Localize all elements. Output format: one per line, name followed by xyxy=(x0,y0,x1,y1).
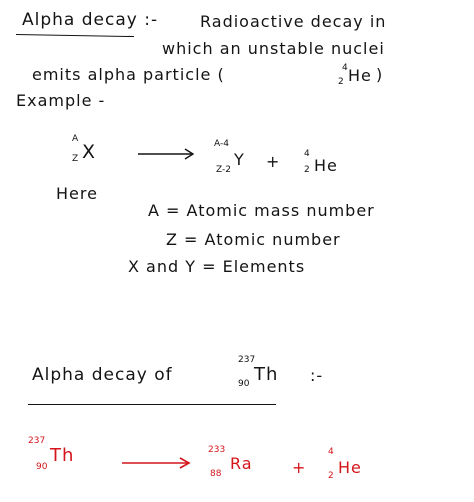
section1-heading-underline xyxy=(16,34,134,37)
product2-atomic-number: 2 xyxy=(304,165,310,175)
helium-symbol: He xyxy=(338,458,362,477)
helium-mass-number: 4 xyxy=(328,447,334,457)
example-label: Example - xyxy=(16,91,106,110)
definition-atomic-number: Z = Atomic number xyxy=(166,230,341,249)
example-reactant xyxy=(70,135,110,169)
example-product-1 xyxy=(210,140,260,178)
thorium-mass-number: 237 xyxy=(28,436,46,446)
alpha-mass-number: 4 xyxy=(342,63,348,73)
definition-mass-number: A = Atomic mass number xyxy=(148,201,375,220)
alpha-particle-symbol xyxy=(338,62,380,88)
example-product-2 xyxy=(302,148,346,182)
reactant-atomic-number: Z xyxy=(72,154,79,164)
definition-close-paren: ) xyxy=(376,65,384,84)
example-reaction-arrow xyxy=(136,147,196,161)
radium-atomic-number: 88 xyxy=(210,469,222,479)
thorium-symbol: Th xyxy=(50,445,75,466)
section1-heading: Alpha decay :- xyxy=(22,10,159,30)
definition-line-1: Radioactive decay in xyxy=(200,12,387,31)
example-plus-sign: + xyxy=(266,152,281,171)
product1-mass-number: A-4 xyxy=(214,139,229,149)
product1-atomic-number: Z-2 xyxy=(216,165,231,175)
product2-mass-number: 4 xyxy=(304,149,310,159)
product1-symbol: Y xyxy=(234,150,245,169)
thorium-reaction-arrow xyxy=(120,456,192,470)
heading-thorium-mass-number: 237 xyxy=(238,355,256,365)
radium-symbol: Ra xyxy=(230,454,253,473)
helium-product xyxy=(326,448,370,486)
thorium-reaction-plus: + xyxy=(292,458,307,477)
alpha-atomic-number: 2 xyxy=(338,77,344,87)
section2-heading: Alpha decay of xyxy=(32,365,173,385)
here-label: Here xyxy=(56,184,98,203)
radium-mass-number: 233 xyxy=(208,445,226,455)
thorium-atomic-number: 90 xyxy=(36,462,48,472)
alpha-element-symbol: He xyxy=(348,66,372,85)
heading-thorium-symbol: Th xyxy=(254,364,279,385)
section2-heading-underline xyxy=(28,404,276,405)
radium-product xyxy=(208,446,258,486)
definition-line-3: emits alpha particle ( xyxy=(32,65,225,84)
definition-elements: X and Y = Elements xyxy=(128,257,306,276)
section2-heading-nuclide xyxy=(228,356,278,392)
reactant-symbol: X xyxy=(82,141,97,163)
reactant-mass-number: A xyxy=(72,134,79,144)
helium-atomic-number: 2 xyxy=(328,471,334,481)
section2-heading-suffix: :- xyxy=(310,366,324,385)
definition-line-2: which an unstable nuclei xyxy=(162,39,385,58)
heading-thorium-atomic-number: 90 xyxy=(238,379,250,389)
product2-symbol: He xyxy=(314,156,338,175)
thorium-reactant xyxy=(28,437,78,477)
